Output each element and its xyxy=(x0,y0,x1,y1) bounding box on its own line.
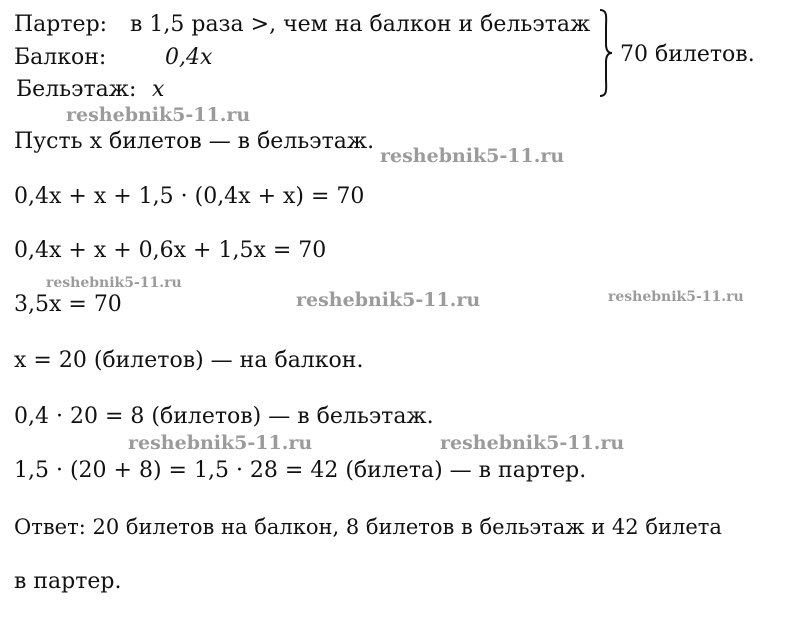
beletazh-label: Бельэтаж: xyxy=(16,77,137,102)
parter-label: Партер: xyxy=(14,12,108,37)
equation-line-3: 3,5x = 70 xyxy=(14,292,122,317)
equation-line-1: 0,4x + x + 1,5 · (0,4x + x) = 70 xyxy=(14,184,365,209)
watermark: reshebnik5-11.ru xyxy=(66,104,251,126)
total-tickets: 70 билетов. xyxy=(620,42,755,67)
assumption-line: Пусть x билетов — в бельэтаж. xyxy=(14,129,375,154)
watermark: reshebnik5-11.ru xyxy=(440,432,625,454)
equation-line-6: 1,5 · (20 + 8) = 1,5 · 28 = 42 (билета) — в партер. xyxy=(14,458,587,483)
answer-line-2: в партер. xyxy=(14,569,122,594)
answer-line-1: Ответ: 20 билетов на балкон, 8 билетов в бельэтаж и 42 билета xyxy=(14,515,722,539)
balkon-label: Балкон: xyxy=(14,45,107,70)
parter-value: в 1,5 раза >, чем на балкон и бельэтаж xyxy=(130,12,591,37)
equation-line-4: x = 20 (билетов) — на балкон. xyxy=(14,348,364,373)
balkon-value: 0,4x xyxy=(165,45,213,70)
equation-line-2: 0,4x + x + 0,6x + 1,5x = 70 xyxy=(14,238,327,263)
watermark: reshebnik5-11.ru xyxy=(128,432,313,454)
watermark: reshebnik5-11.ru xyxy=(380,145,565,167)
watermark: reshebnik5-11.ru xyxy=(296,289,481,311)
curly-brace-icon xyxy=(596,8,616,98)
watermark: reshebnik5-11.ru xyxy=(608,289,744,305)
equation-line-5: 0,4 · 20 = 8 (билетов) — в бельэтаж. xyxy=(14,404,434,429)
watermark: reshebnik5-11.ru xyxy=(46,275,182,291)
beletazh-value: x xyxy=(152,77,165,102)
